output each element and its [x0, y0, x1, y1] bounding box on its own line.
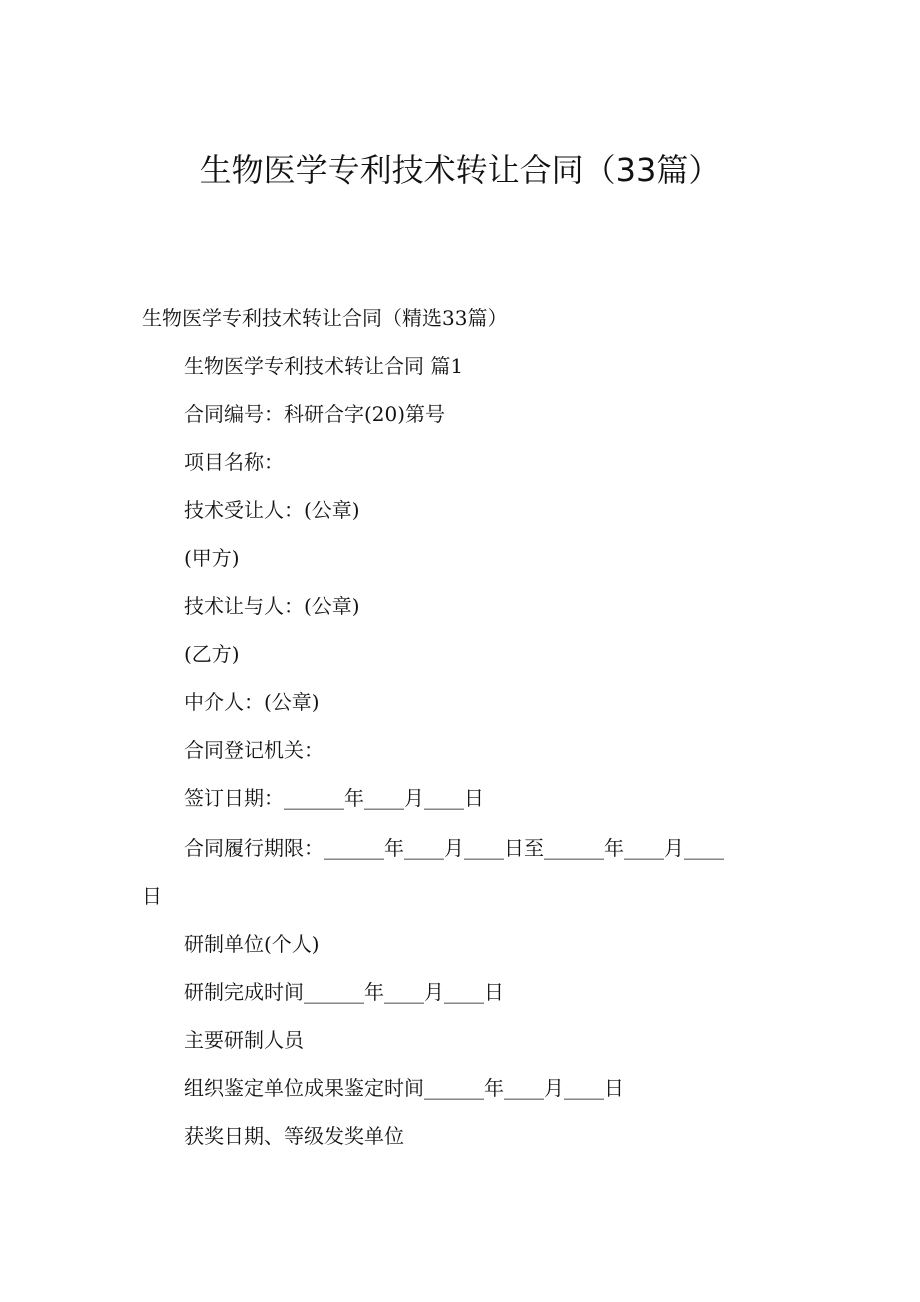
intermediary-line: 中介人：(公章)	[184, 690, 320, 714]
transferee-line: 技术受让人：(公章)	[184, 498, 360, 522]
party-a-line: (甲方)	[184, 546, 240, 570]
party-b-line: (乙方)	[184, 642, 240, 666]
project-name-line: 项目名称：	[184, 450, 284, 474]
appraisal-line: 组织鉴定单位成果鉴定时间______年____月____日	[184, 1076, 624, 1100]
completion-time-line: 研制完成时间______年____月____日	[184, 980, 504, 1004]
contract-number-line: 合同编号：科研合字(20)第号	[184, 402, 446, 426]
performance-period-continuation: 日	[142, 884, 162, 908]
award-line: 获奖日期、等级发奖单位	[184, 1124, 404, 1148]
performance-period-line: 合同履行期限：______年____月____日至______年____月____	[184, 836, 724, 860]
developer-unit-line: 研制单位(个人)	[184, 932, 320, 956]
signing-date-line: 签订日期：______年____月____日	[184, 786, 484, 810]
subtitle-line: 生物医学专利技术转让合同（精选33篇）	[142, 306, 508, 330]
main-developers-line: 主要研制人员	[184, 1028, 304, 1052]
registration-authority-line: 合同登记机关：	[184, 738, 324, 762]
section-heading: 生物医学专利技术转让合同 篇1	[184, 354, 464, 378]
transferor-line: 技术让与人：(公章)	[184, 594, 360, 618]
document-title: 生物医学专利技术转让合同（33篇）	[199, 151, 721, 189]
